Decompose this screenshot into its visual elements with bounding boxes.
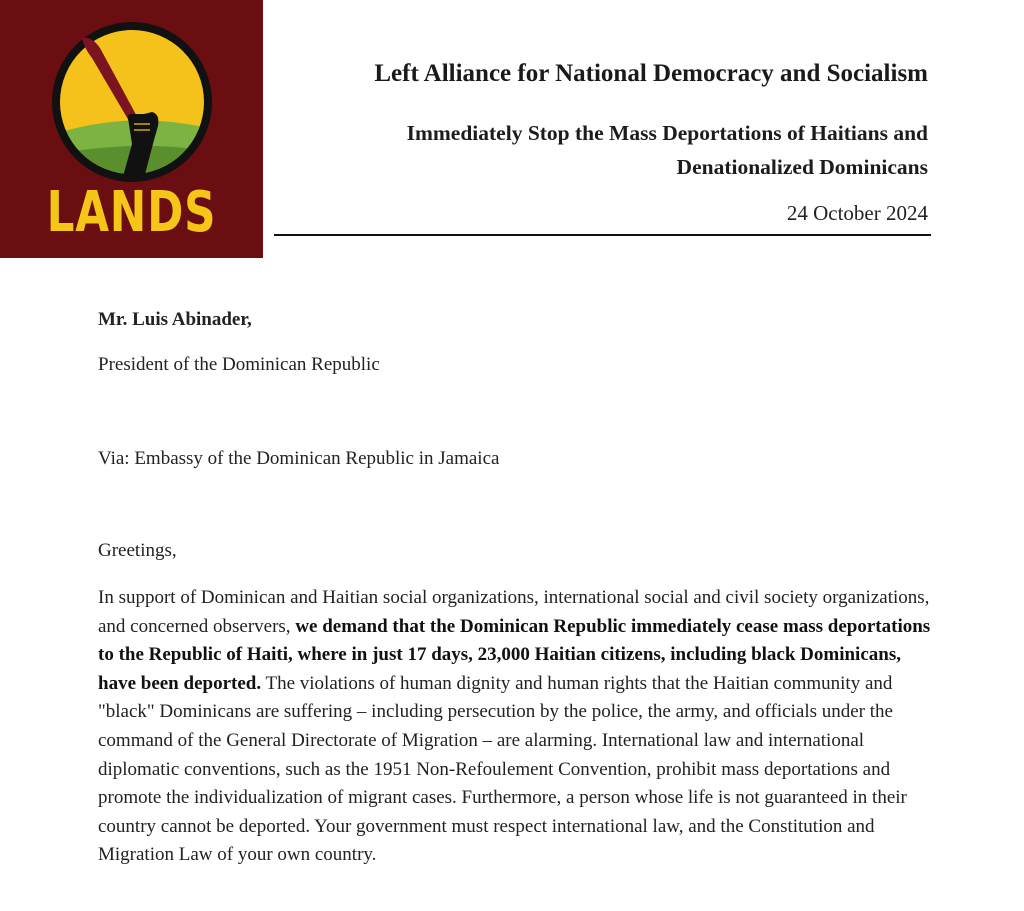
logo-text: LANDS	[46, 180, 217, 245]
letter-body	[98, 584, 938, 870]
body-intro: In support of Dominican and Haitian social organizations, international social and civil society organizations, and concerned observers,	[98, 587, 930, 637]
header-divider	[274, 234, 931, 236]
body-demand: we demand that the Dominican Republic immediately cease mass deportations to the Republic of Haiti, where in just 17 days, 23,000 Haitian citizens, including black Dominicans, have been deported.	[98, 615, 931, 694]
headline-line-1: Immediately Stop the Mass Deportations of Haitians and	[406, 121, 928, 145]
organization-name: Left Alliance for National Democracy and Socialism	[374, 60, 928, 87]
delivery-via: Via: Embassy of the Dominican Republic in Jamaica	[98, 448, 500, 469]
raised-fist-machete-icon	[48, 18, 216, 186]
recipient-title: President of the Dominican Republic	[98, 354, 380, 375]
greeting: Greetings,	[98, 540, 177, 561]
letter-date: 24 October 2024	[786, 201, 928, 225]
headline-line-2: Denationalized Dominicans	[676, 155, 928, 179]
body-rest: The violations of human dignity and human rights that the Haitian community and "black" Dominicans are suffering – including persecution by the police, the army, and officials under the command of the General Directorate of Migration – are alarming. International law and international diplomatic conventions, such as the 1951 Non-Refoulement Convention, prohibit mass deportations and promote the individualization of migrant cases. Furthermore, a person whose life is not guaranteed in their country cannot be deported. Your government must respect international law, and the Constitution and Migration Law of your own country.	[98, 672, 907, 866]
letter-headline	[288, 116, 928, 184]
recipient-name: Mr. Luis Abinader,	[98, 309, 252, 330]
lands-logo	[0, 0, 263, 258]
